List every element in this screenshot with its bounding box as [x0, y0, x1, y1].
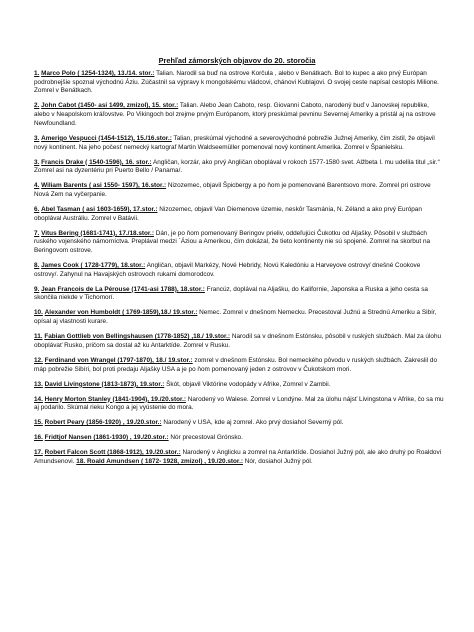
entry-text: Francúz, doplával na Aljašku, do Kalifornie, Japonska a Ruska a jeho cesta sa skončila niekde v Tichomorí. [34, 285, 428, 302]
entry-heading: Abel Tasman ( asi 1603-1659), 17.stor.: [41, 205, 158, 213]
entry-text: Nemec. Zomrel v dnešnom Nemecku. Precestoval Južnú a Strednú Ameriku a Sibír, opísal aj vlastnosti kurare. [34, 309, 437, 326]
entry-heading: 18. Roald Amundsen ( 1872- 1928, zmizol) , 19./20.stor.: [76, 457, 243, 465]
entry-heading: Amerigo Vespucci (1454-1512), 15./16.stor.: [41, 134, 172, 142]
entry-number: 10. [34, 309, 43, 317]
entry-heading: Henry Morton Stanley (1841-1904), 19./20.stor.: [44, 395, 187, 403]
entry-number: 16. [34, 434, 43, 442]
entry-number: 3. [34, 134, 40, 142]
entry-text: Angličan, objavil Markézy, Nové Hebridy, Novú Kaledóniu a Harveyove ostrovy/ dnešné Cookove ostrovy/. Zahynul na Havajských ostrovoch rukami domorodcov. [34, 262, 421, 278]
entry-number: 14. [34, 395, 43, 403]
entry-text: Narodený v USA, kde aj zomrel. Ako prvý dosiahol Severný pól. [161, 419, 344, 427]
entry-text: Škót, objavil Viktórine vodopády v Afrike, Zomrel v Zambii. [164, 380, 331, 388]
list-item [34, 396, 444, 413]
entry-text: Talian. Narodil sa buď na ostrove Korčula , alebo v Benátkach. Bol to kupec a ako prvý Európan podrobnejšie spoznal východnú Áziu. Zúčastnil sa výpravy k mongolskému vládcovi, chánovi Kublajovi. O svojej ceste napísal cestopis Milione. Zomrel v Benátkach. [34, 70, 439, 95]
entry-number: 2. [34, 102, 40, 110]
entry-number: 7. [34, 229, 40, 237]
list-item [34, 206, 444, 223]
list-item [34, 357, 444, 374]
list-item [34, 286, 444, 303]
list-item [34, 70, 444, 96]
entry-number: 13. [34, 380, 43, 388]
entry-number: 4. [34, 182, 40, 190]
entry-heading: Fridtjof Nansen (1861-1930) , 19./20.stor.: [44, 434, 169, 442]
entry-number: 9. [34, 285, 40, 293]
list-item [34, 449, 444, 466]
entry-text: Narodený vo Walese. Zomrel v Londýne. Mal za úlohu nájsť Livingstona v Afrike, čo sa mu aj podarilo. Skúmal rieku Kongo a jej vyústenie do mora. [34, 395, 444, 412]
list-item [34, 309, 444, 326]
entry-number: 12. [34, 356, 43, 364]
list-item [34, 419, 444, 428]
entry-number: 15. [34, 419, 43, 427]
list-item [34, 333, 444, 350]
entry-text: Nizozemec, objavil Špicbergy a po ňom je pomenované Barentsovo more. Zomrel pri ostrove Nová Zem na vyčerpanie. [34, 182, 431, 198]
list-item [34, 434, 444, 443]
entry-number: 3. [34, 158, 40, 166]
entry-heading: James Cook ( 1728-1779), 18.stor.: [41, 262, 146, 270]
entry-text: zomrel v dnešnom Estónsku. Bol nemeckého pôvodu v ruských službách. Zakreslil do máp pobrežie Sibíri, bol proti predaju Aljašky USA a je po ňom pomenovaný jeden z ostrovov v Čukotskom mori. [34, 356, 438, 373]
entry-number: 6. [34, 205, 40, 213]
entry-heading: Alexander von Humboldt ( 1769-1859),18./ 19.stor.: [44, 309, 198, 317]
entry-heading: Fabian Gottlieb von Bellingshausen (1778-1852) ,18./ 19.stor.: [44, 333, 231, 341]
entry-text: Narodený v Anglicku a zomrel na Antarktíde. Dosiahol Južný pól, ale ako druhý po Roaldovi Amundsenovi. [34, 449, 442, 465]
list-item [34, 102, 444, 128]
entry-text: Nór precestoval Grónsko. [168, 434, 243, 442]
entry-text: Talian. Alebo Jean Caboto, resp. Giovanni Caboto, narodený buď v Janovskej republike, alebo v Neapolskom kráľovstve. Po Vikingoch bol zrejme prvým Európanom, ktorý preskúmal pevninu Severnej Ameriky a pristál aj na ostrove Newfoundland. [34, 102, 436, 127]
entry-text: Nór, dosiahol Južný pól. [242, 457, 313, 465]
entry-heading: Ferdinand von Wrangel (1797-1870), 18./ 19.stor.: [44, 356, 193, 364]
entry-text: Angličan, korzár, ako prvý Angličan oboplával v rokoch 1577-1580 svet. Alžbeta I. mu udelila titul „sir.“ Zomrel asi na dyzentériu pri Puerto Bello / Panama/. [34, 158, 440, 175]
entry-heading: Robert Peary (1856-1920) , 19./20.stor.: [44, 419, 162, 427]
list-item [34, 262, 444, 279]
entry-heading: Wiliam Barents ( asi 1550- 1597), 16.stor.: [41, 182, 167, 190]
entry-heading: David Livingstone (1813-1873), 19.stor.: [44, 380, 165, 388]
entry-number: 1. [34, 70, 40, 77]
list-item [34, 230, 444, 256]
entry-number: 8. [34, 262, 40, 270]
list-item [34, 159, 444, 176]
list-item [34, 182, 444, 199]
entry-heading: John Cabot (1450- asi 1499, zmizol), 15. stor.: [41, 102, 179, 110]
entry-heading: Marco Polo ( 1254-1324), 13./14. stor.: [41, 70, 155, 77]
entry-text: Narodil sa v dnešnom Estónsku, pôsobil v ruských službách. Mal za úlohu oboplávať Rusko, pričom sa dostal až ku Antarktíde. Zomrel v Rusku. [34, 333, 442, 349]
entry-heading: Jean Francois de La Pérouse (1741-asi 1788), 18.stor.: [41, 285, 205, 293]
entry-heading: Robert Falcon Scott (1868-1912), 19./20.stor.: [44, 449, 181, 457]
entry-number: 17. [34, 449, 43, 457]
entry-text: Nizozemec, objavil Van Diemenove územie, neskôr Tasmánia, N. Zéland a ako prvý Európan oboplával Austráliu. Zomrel v Batávii. [34, 205, 422, 222]
entry-number: 11. [34, 333, 43, 341]
list-item [34, 381, 444, 390]
entry-heading: Francis Drake ( 1540-1596), 16. stor.: [41, 158, 152, 166]
list-item [34, 135, 444, 152]
page-title: Prehľad zámorských objavov do 20. storočia [158, 56, 316, 65]
entry-heading: Vitus Bering (1681-1741), 17./18.stor.: [41, 229, 154, 237]
entries-list [34, 70, 444, 473]
entry-text: Dán, je po ňom pomenovaný Beringov prieliv, oddeľujúci Čukotku od Aljašky. Pôsobil v službách ruského vojenského námorníctva. Preplával medzi ´Áziou a Amerikou, čím dokázal, že tieto kontinenty nie sú spojené. Zomrel na skorbut na Beringovom ostrove. [34, 229, 431, 255]
entry-text: Talian, preskúmal východné a severovýchodné pobrežie Južnej Ameriky, čím zistil, že objavil nový kontinent. Na jeho počesť nemecký kartograf Martin Waldseemüller pomenoval nový kontinent Amerika. Zomrel v Španielsku. [34, 134, 435, 151]
